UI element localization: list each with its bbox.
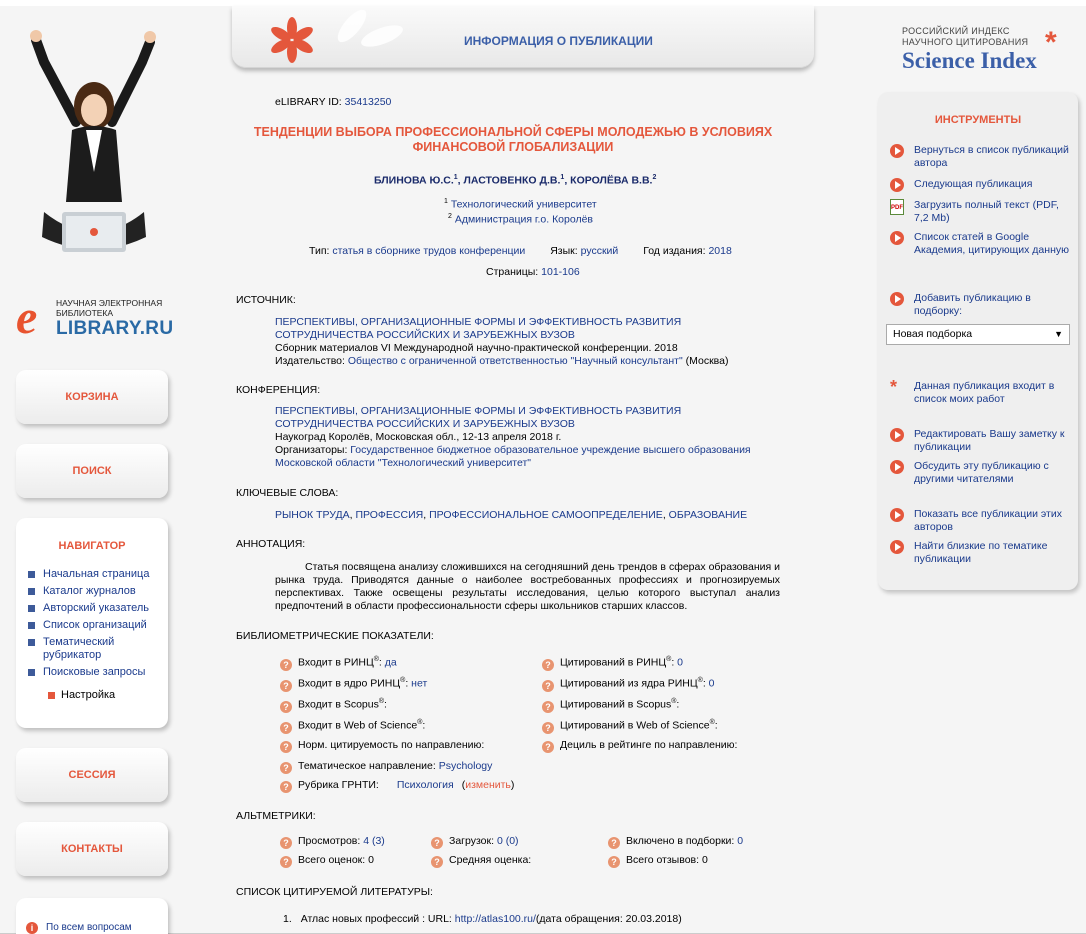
elibrary-id-value: 35413250	[344, 96, 392, 108]
grnti-label: Рубрика ГРНТИ:	[298, 779, 379, 791]
hero-illustration	[14, 22, 174, 262]
question-icon[interactable]: ?	[542, 722, 554, 734]
affiliation-row	[448, 213, 593, 226]
alt-value: 0	[368, 854, 374, 866]
alt-label: Всего отзывов:	[626, 854, 700, 866]
affiliation-link[interactable]: Технологический университет	[450, 198, 597, 211]
tool-label[interactable]: Следующая публикация	[914, 178, 1033, 190]
conference-title-link[interactable]: ПЕРСПЕКТИВЫ, ОРГАНИЗАЦИОННЫЕ ФОРМЫ И ЭФФЕКТИВНОСТЬ РАЗВИТИЯ СОТРУДНИЧЕСТВА РОССИЙСКИХ И ЗАРУБЕЖНЫХ ВУЗОВ	[275, 405, 682, 430]
biblio-value: 0	[677, 656, 683, 669]
nav-settings-label[interactable]: Настройка	[61, 689, 116, 701]
question-icon[interactable]: ?	[280, 722, 292, 734]
alt-label: Просмотров:	[298, 835, 361, 847]
affiliation-sup: 1	[444, 198, 448, 205]
help-tab[interactable]	[16, 898, 168, 934]
tool-label[interactable]: Добавить публикацию в подборку:	[914, 292, 1031, 317]
square-bullet-icon	[28, 571, 35, 578]
biblio-label: Цитирований в РИНЦ	[560, 656, 667, 669]
cart-button[interactable]: КОРЗИНА	[16, 370, 168, 424]
biblio-reg: ®	[697, 677, 703, 684]
author-sup: 1	[453, 174, 458, 181]
biblio-label: Норм. цитируемость по направлению:	[298, 739, 485, 751]
science-index-logo[interactable]	[902, 26, 1072, 76]
alt-collections	[608, 835, 743, 849]
nav-item-label[interactable]: Начальная страница	[43, 568, 150, 580]
nav-item-journals[interactable]	[28, 585, 168, 598]
alt-ratings	[280, 854, 374, 868]
alt-views	[280, 835, 385, 849]
biblio-sep: :	[405, 677, 409, 690]
conference-organizers-row	[275, 444, 775, 470]
biblio-reg: ®	[400, 677, 406, 684]
play-circle-icon	[890, 231, 904, 245]
tool-similar[interactable]	[890, 540, 1070, 566]
author-separator: ,	[564, 174, 571, 187]
author-link[interactable]: БЛИНОВА Ю.С.	[374, 174, 454, 187]
tool-back-to-author[interactable]	[890, 144, 1070, 170]
nav-item-label[interactable]: Список организаций	[43, 619, 147, 631]
tool-add-to-collection[interactable]	[890, 292, 1070, 318]
biblio-reg: ®	[666, 656, 672, 663]
tool-label[interactable]: Редактировать Вашу заметку к публикации	[914, 428, 1065, 453]
question-icon[interactable]: ?	[431, 837, 443, 849]
biblio-label: Входит в Scopus	[298, 698, 379, 711]
alt-downloads	[431, 835, 519, 849]
biblio-reg: ®	[373, 656, 379, 663]
publisher-city: (Москва)	[685, 355, 729, 367]
source-block	[275, 316, 775, 368]
type-value: статья в сборнике трудов конференции	[332, 245, 526, 257]
lang-value: русский	[580, 245, 619, 257]
tool-label[interactable]: Найти близкие по тематике публикации	[914, 540, 1048, 565]
biblio-value: нет	[411, 677, 428, 690]
tool-label[interactable]: Вернуться в список публикаций автора	[914, 144, 1069, 169]
question-icon[interactable]: ?	[542, 659, 554, 671]
decor-petals	[322, 6, 422, 66]
biblio-row-cit-core	[542, 677, 715, 692]
page-title: ИНФОРМАЦИЯ О ПУБЛИКАЦИИ	[464, 34, 653, 48]
play-circle-icon	[890, 178, 904, 192]
tool-google-scholar[interactable]	[890, 231, 1070, 257]
tool-discuss[interactable]	[890, 460, 1070, 486]
alt-label: Всего оценок:	[298, 854, 366, 866]
question-icon[interactable]: ?	[280, 741, 292, 753]
question-icon[interactable]: ?	[608, 837, 620, 849]
alt-avg	[431, 854, 531, 868]
pages-label: Страницы:	[486, 266, 539, 278]
science-index-brand: Science Index	[902, 48, 1037, 73]
biblio-row-cit-wos	[542, 719, 718, 734]
elibrary-id-row	[275, 96, 391, 108]
affiliation-link[interactable]: Администрация г.о. Королёв	[454, 213, 594, 226]
biblio-row-norm	[280, 739, 484, 753]
grnti-value[interactable]: Психология	[396, 779, 454, 791]
source-heading: ИСТОЧНИК:	[236, 294, 296, 306]
reference-item	[283, 913, 682, 925]
keyword-link[interactable]: ОБРАЗОВАНИЕ	[668, 509, 748, 521]
play-circle-icon	[890, 144, 904, 158]
publisher-label: Издательство:	[275, 355, 345, 367]
nav-item-label[interactable]: Тематический рубрикатор	[43, 636, 115, 661]
tool-next-publication[interactable]	[890, 178, 1070, 192]
nav-item-queries[interactable]	[28, 666, 168, 679]
biblio-sep: :	[714, 719, 718, 732]
biblio-reg: ®	[378, 698, 385, 705]
alt-value[interactable]: 0	[737, 835, 744, 847]
lang-label: Язык:	[550, 245, 578, 257]
tools-panel	[878, 92, 1078, 590]
conference-block	[275, 405, 775, 470]
grnti-paren-open: (	[461, 779, 466, 791]
tool-label[interactable]: Список статей в Google Академия, цитирующих данную	[914, 231, 1069, 256]
authors-row	[374, 174, 656, 187]
tool-label[interactable]: Показать все публикации этих авторов	[914, 508, 1062, 533]
keyword-link[interactable]: РЫНОК ТРУДА	[275, 509, 350, 521]
question-icon[interactable]: ?	[431, 856, 443, 868]
question-icon[interactable]: ?	[280, 659, 292, 671]
source-collection: Сборник материалов VI Международной научно-практической конференции. 2018	[275, 342, 678, 354]
question-icon[interactable]: ?	[280, 837, 292, 849]
session-button[interactable]: СЕССИЯ	[16, 748, 168, 802]
pages-row	[486, 266, 580, 278]
biblio-reg: ®	[671, 698, 677, 705]
keywords-heading: КЛЮЧЕВЫЕ СЛОВА:	[236, 487, 339, 499]
square-bullet-icon	[28, 605, 35, 612]
play-circle-icon	[890, 540, 904, 554]
question-icon[interactable]: ?	[542, 680, 554, 692]
biblio-heading: БИБЛИОМЕТРИЧЕСКИЕ ПОКАЗАТЕЛИ:	[236, 630, 434, 642]
pages-value: 101-106	[541, 266, 580, 278]
biblio-row-core	[280, 677, 427, 692]
navigator-list	[16, 568, 168, 679]
reference-text: Атлас новых профессий : URL:	[300, 913, 452, 925]
biblio-value: Psychology	[438, 760, 493, 772]
alt-value[interactable]: 4 (3)	[363, 835, 385, 847]
asterisk-icon: *	[1045, 26, 1057, 59]
nav-settings[interactable]	[48, 689, 168, 701]
abstract-heading: АННОТАЦИЯ:	[236, 538, 306, 550]
info-icon: i	[26, 922, 38, 934]
conference-place: Наукоград Королёв, Московская обл., 12-13 апреля 2018 г.	[275, 431, 562, 443]
source-title-link[interactable]: ПЕРСПЕКТИВЫ, ОРГАНИЗАЦИОННЫЕ ФОРМЫ И ЭФФЕКТИВНОСТЬ РАЗВИТИЯ СОТРУДНИЧЕСТВА РОССИЙСКИХ И ЗАРУБЕЖНЫХ ВУЗОВ	[275, 316, 682, 341]
references-heading: СПИСОК ЦИТИРУЕМОЙ ЛИТЕРАТУРЫ:	[236, 886, 433, 898]
navigator-title: НАВИГАТОР	[58, 540, 126, 552]
tool-my-works[interactable]	[890, 377, 1070, 406]
biblio-label: Входит в ядро РИНЦ	[298, 677, 401, 690]
reference-url[interactable]: http://atlas100.ru/	[454, 913, 536, 925]
square-bullet-icon	[28, 588, 35, 595]
play-circle-icon	[890, 508, 904, 522]
search-button[interactable]: ПОИСК	[16, 444, 168, 498]
question-icon[interactable]: ?	[280, 701, 292, 713]
biblio-row-wos	[280, 719, 425, 734]
biblio-sep: :	[422, 719, 426, 732]
navigator-panel	[16, 518, 168, 728]
logo-small-text: НАУЧНАЯ ЭЛЕКТРОННАЯ БИБЛИОТЕКА	[56, 298, 163, 318]
keyword-link[interactable]: ПРОФЕССИОНАЛЬНОЕ САМООПРЕДЕЛЕНИЕ	[429, 509, 663, 521]
question-icon[interactable]: ?	[280, 680, 292, 692]
alt-label: Средняя оценка:	[449, 854, 532, 866]
tool-edit-note[interactable]	[890, 428, 1070, 454]
alt-label: Загрузок:	[449, 835, 495, 847]
asterisk-icon	[262, 16, 322, 64]
organizers-link[interactable]: Государственное бюджетное образовательное учреждение высшего образования Московской области "Технологический университет"	[275, 444, 751, 469]
elibrary-logo[interactable]	[16, 291, 176, 344]
biblio-label: Цитирований в Web of Science	[560, 719, 710, 732]
play-circle-icon	[890, 292, 904, 306]
affiliation-sup: 2	[448, 213, 452, 220]
affiliation-row	[444, 198, 597, 211]
author-separator: ,	[457, 174, 464, 187]
altmetrics-heading: АЛЬТМЕТРИКИ:	[236, 810, 316, 822]
keyword-separator: ,	[349, 509, 356, 521]
type-label: Тип:	[309, 245, 330, 257]
author-link[interactable]: КОРОЛЁВА В.В.	[570, 174, 653, 187]
biblio-label: Цитирований в Scopus	[560, 698, 672, 711]
author-sup: 1	[560, 174, 565, 181]
tool-download-pdf[interactable]	[890, 199, 1070, 225]
pdf-icon: PDF	[890, 199, 904, 215]
biblio-reg: ®	[417, 719, 423, 726]
question-icon[interactable]: ?	[280, 781, 292, 793]
question-icon[interactable]: ?	[542, 741, 554, 753]
logo-e-mark: e	[16, 291, 38, 344]
elibrary-id-label: eLIBRARY ID:	[275, 96, 342, 108]
nav-item-rubricator[interactable]	[28, 636, 168, 662]
biblio-sep: :	[384, 698, 387, 711]
tool-label[interactable]: Загрузить полный текст (PDF, 7,2 Mb)	[914, 199, 1059, 224]
nav-item-organizations[interactable]	[28, 619, 168, 632]
question-icon[interactable]: ?	[280, 762, 292, 774]
nav-item-label[interactable]: Каталог журналов	[43, 585, 136, 597]
logo-main-text: LIBRARY.RU	[56, 318, 174, 339]
alt-label: Включено в подборки:	[626, 835, 735, 847]
square-bullet-icon	[28, 622, 35, 629]
keyword-link[interactable]: ПРОФЕССИЯ	[355, 509, 424, 521]
reference-num: 1.	[283, 913, 292, 925]
grnti-paren-close: )	[510, 779, 515, 791]
biblio-reg: ®	[709, 719, 715, 726]
year-label: Год издания:	[643, 245, 706, 257]
alt-reviews	[608, 854, 708, 868]
author-sup: 2	[652, 174, 657, 181]
header-tab	[232, 6, 814, 68]
biblio-sep: :	[676, 698, 680, 711]
tool-label[interactable]: Данная публикация входит в список моих работ	[914, 380, 1055, 405]
question-icon[interactable]: ?	[542, 701, 554, 713]
biblio-row-cit-rinc	[542, 656, 683, 671]
square-bullet-icon	[48, 692, 55, 699]
nav-item-label[interactable]: Авторский указатель	[43, 602, 150, 614]
biblio-label: Цитирований из ядра РИНЦ	[560, 677, 698, 690]
keyword-separator: ,	[662, 509, 669, 521]
asterisk-icon: *	[890, 377, 898, 397]
collection-select[interactable]	[886, 324, 1070, 345]
biblio-row-cit-scopus	[542, 698, 679, 713]
publisher-link[interactable]: Общество с ограниченной ответственностью "Научный консультант"	[347, 355, 683, 367]
grnti-edit-link[interactable]: изменить	[465, 779, 511, 791]
keyword-separator: ,	[423, 509, 430, 521]
science-index-line1: РОССИЙСКИЙ ИНДЕКС	[902, 26, 1010, 36]
alt-value: 0	[701, 854, 708, 866]
biblio-row-rinc	[280, 656, 397, 671]
abstract-text: Статья посвящена анализу сложившихся на сегодняшний день трендов в сферах образования и рынка труда. Приводятся данные о наиболее востребованных профессиях и прогнозируемых перспективах. Также освещены результаты исследования, целью которого выступал анализ предпочтений в области профессиональности сферы школьников старших классов.	[275, 561, 780, 612]
tools-title: ИНСТРУМЕНТЫ	[934, 114, 1022, 126]
conference-heading: КОНФЕРЕНЦИЯ:	[236, 384, 321, 396]
help-tab-label[interactable]: По всем вопросам	[46, 922, 132, 933]
biblio-row-grnti	[280, 779, 514, 793]
biblio-sep: :	[702, 677, 706, 690]
publication-title: ТЕНДЕНЦИИ ВЫБОРА ПРОФЕССИОНАЛЬНОЙ СФЕРЫ МОЛОДЕЖЬЮ В УСЛОВИЯХ ФИНАНСОВОЙ ГЛОБАЛИЗАЦИИ	[253, 125, 773, 154]
biblio-row-scopus	[280, 698, 387, 713]
reference-tail: (дата обращения: 20.03.2018)	[535, 913, 682, 925]
alt-value[interactable]: 0 (0)	[496, 835, 519, 847]
biblio-row-topic	[280, 760, 492, 774]
source-publisher-row	[275, 355, 775, 368]
publication-meta-row	[309, 245, 732, 257]
collection-select-value: Новая подборка	[893, 328, 973, 340]
square-bullet-icon	[28, 639, 35, 646]
biblio-value: 0	[708, 677, 715, 690]
tool-authors-publications[interactable]	[890, 508, 1070, 534]
biblio-label: Входит в РИНЦ	[298, 656, 374, 669]
biblio-label: Дециль в рейтинге по направлению:	[560, 739, 738, 751]
triangle-down-icon: ▼	[1054, 329, 1063, 339]
author-link[interactable]: ЛАСТОВЕНКО Д.В.	[463, 174, 561, 187]
organizers-label: Организаторы:	[275, 444, 348, 456]
year-value: 2018	[708, 245, 732, 257]
question-icon[interactable]: ?	[280, 856, 292, 868]
keywords-row	[275, 509, 747, 521]
play-circle-icon	[890, 428, 904, 442]
biblio-sep: :	[378, 656, 382, 669]
question-icon[interactable]: ?	[608, 856, 620, 868]
square-bullet-icon	[28, 669, 35, 676]
nav-item-label[interactable]: Поисковые запросы	[43, 666, 146, 678]
play-circle-icon	[890, 460, 904, 474]
biblio-sep: :	[671, 656, 675, 669]
nav-item-home[interactable]	[28, 568, 168, 581]
biblio-value: да	[384, 656, 397, 669]
biblio-label: Тематическое направление:	[298, 760, 436, 772]
biblio-row-decile	[542, 739, 737, 753]
science-index-line2: НАУЧНОГО ЦИТИРОВАНИЯ	[902, 37, 1029, 47]
nav-item-authors[interactable]	[28, 602, 168, 615]
biblio-label: Входит в Web of Science	[298, 719, 418, 732]
contacts-button[interactable]: КОНТАКТЫ	[16, 822, 168, 876]
tool-label[interactable]: Обсудить эту публикацию с другими читателями	[914, 460, 1049, 485]
